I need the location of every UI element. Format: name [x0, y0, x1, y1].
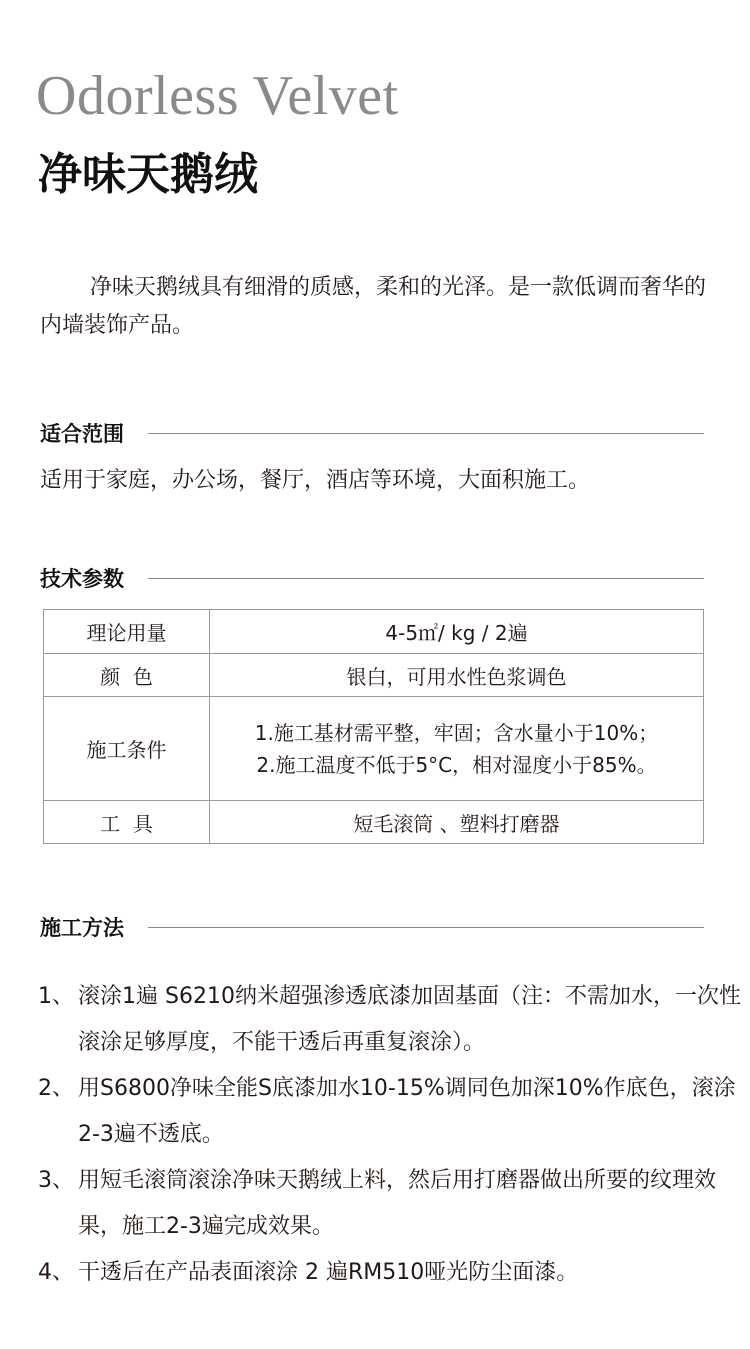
step-text: 用短毛滚筒滚涂净味天鹅绒上料，然后用打磨器做出所要的纹理效果，施工2-3遍完成效果。: [78, 1168, 717, 1239]
section-divider: [148, 578, 704, 579]
param-value: 4-5㎡/ kg / 2遍: [210, 610, 704, 654]
list-item: [38, 974, 744, 1066]
param-value: 银白，可用水性色浆调色: [210, 654, 704, 697]
param-key: 工 具: [44, 801, 210, 844]
chinese-title: 净味天鹅绒: [38, 149, 258, 200]
method-steps: [38, 974, 744, 1296]
intro-paragraph: 净味天鹅绒具有细滑的质感，柔和的光泽。是一款低调而奢华的内墙装饰产品。: [40, 275, 707, 338]
param-key: 颜 色: [44, 654, 210, 697]
section-header-params: [40, 563, 704, 593]
step-number: 3、: [38, 1168, 74, 1193]
param-key: 理论用量: [44, 610, 210, 654]
params-table: [43, 609, 704, 844]
table-row: [44, 801, 704, 844]
section-header-method: [40, 912, 704, 942]
step-text: 用S6800净味全能S底漆加水10-15%调同色加深10%作底色，滚涂2-3遍不透底。: [78, 1076, 736, 1147]
section-divider: [148, 433, 704, 434]
condition-line: 1.施工基材需平整，牢固；含水量小于10%；: [254, 720, 659, 745]
param-value: [210, 697, 704, 801]
section-divider: [148, 927, 704, 928]
param-value: 短毛滚筒 、塑料打磨器: [210, 801, 704, 844]
range-text: 适用于家庭，办公场，餐厅，酒店等环境，大面积施工。: [40, 468, 591, 493]
english-title: Odorless Velvet: [36, 65, 399, 127]
list-item: [38, 1158, 744, 1250]
list-item: [38, 1066, 744, 1158]
condition-line: 2.施工温度不低于5°C，相对湿度小于85%。: [256, 752, 657, 777]
section-title-range: 适合范围: [40, 422, 124, 446]
section-title-params: 技术参数: [40, 567, 124, 591]
table-row: [44, 697, 704, 801]
step-number: 2、: [38, 1076, 74, 1101]
step-text: 干透后在产品表面滚涂 2 遍RM510哑光防尘面漆。: [78, 1260, 579, 1285]
step-text: 滚涂1遍 S6210纳米超强渗透底漆加固基面（注：不需加水，一次性滚涂足够厚度，不能干透后再重复滚涂）。: [78, 984, 741, 1055]
step-number: 1、: [38, 984, 74, 1009]
table-row: [44, 654, 704, 697]
table-row: [44, 610, 704, 654]
section-title-method: 施工方法: [40, 916, 124, 940]
section-header-range: [40, 418, 704, 448]
step-number: 4、: [38, 1260, 74, 1285]
param-key: 施工条件: [44, 697, 210, 801]
list-item: [38, 1250, 744, 1296]
